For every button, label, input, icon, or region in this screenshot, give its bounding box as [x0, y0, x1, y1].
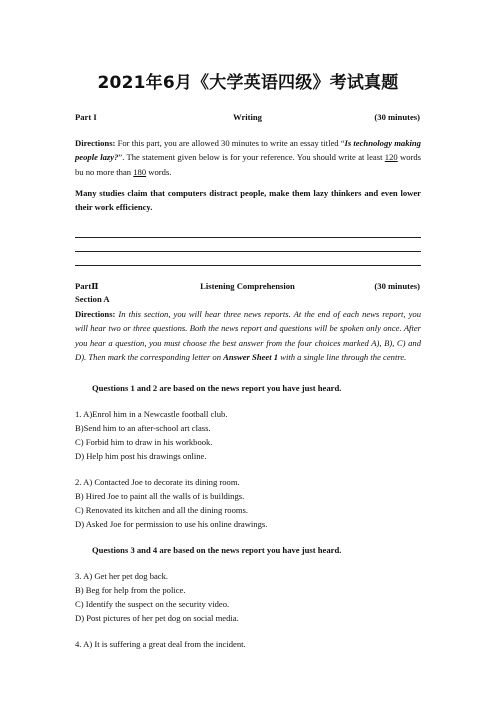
page-title: 2021年6月《大学英语四级》考试真题 — [97, 73, 399, 93]
answer-sheet-ref: Answer Sheet 1 — [223, 351, 279, 362]
part1-directions-text1: For this part, you are allowed 30 minutes to write an essay titled “ — [115, 138, 345, 148]
q1-option-b: B)Send him to an after-school art class. — [75, 423, 211, 433]
part2-directions — [75, 307, 421, 364]
part1-directions-text3: words bu no more than — [75, 152, 421, 177]
q3-option-c: C) Identify the suspect on the security video. — [75, 599, 230, 609]
part2-directions-text1: In this section, you will hear three news reports. At the end of each news report, you will hear two or three questions. Both the news report and questions will be spoken only once. After you hear a question, you must choose the best answer from the four choices marked A), B), C) and D). Then mark the corresponding letter on — [75, 309, 421, 362]
part1-directions-label: Directions: — [75, 138, 116, 148]
part2-directions-text2: with a single line through the centre. — [278, 351, 407, 362]
part1-time: (30 minutes) — [374, 112, 420, 122]
part2-name: Listening Comprehension — [200, 281, 295, 291]
part2-directions-label: Directions: — [75, 309, 116, 319]
part1-directions-text2: ”. The statement given below is for your reference. You should write at least — [118, 152, 385, 163]
part2-time: (30 minutes) — [374, 281, 420, 291]
part2-label: PartⅡ — [75, 281, 99, 291]
q2-option-c: C) Renovated its kitchen and all the dining rooms. — [75, 505, 249, 515]
part1-directions-text4: words. — [146, 166, 172, 177]
q1-option-a: 1. A)Enrol him in a Newcastle football club. — [75, 409, 228, 419]
section-a-label: Section A — [75, 294, 110, 304]
q1-option-c: C) Forbid him to draw in his workbook. — [75, 437, 213, 447]
group2-heading: Questions 3 and 4 are based on the news report you have just heard. — [92, 545, 342, 555]
answer-line-2 — [75, 251, 421, 252]
part1-name: Writing — [233, 112, 262, 122]
q3-option-d: D) Post pictures of her pet dog on social media. — [75, 613, 239, 623]
q2-option-d: D) Asked Joe for permission to use his online drawings. — [75, 519, 268, 529]
q4-option-a: 4. A) It is suffering a great deal from the incident. — [75, 639, 246, 649]
answer-line-3 — [75, 265, 421, 266]
part1-label: Part I — [75, 112, 97, 122]
max-words: 180 — [133, 166, 147, 177]
q3-option-b: B) Beg for help from the police. — [75, 585, 186, 595]
q3-option-a: 3. A) Get her pet dog back. — [75, 571, 169, 581]
group1-heading: Questions 1 and 2 are based on the news report you have just heard. — [92, 383, 342, 393]
essay-statement: Many studies claim that computers distract people, make them lazy thinkers and even lower their work efficiency. — [75, 188, 421, 213]
part1-directions — [75, 136, 421, 179]
q1-option-d: D) Help him post his drawings online. — [75, 451, 207, 461]
essay-topic: Is technology making people lazy? — [75, 138, 421, 163]
min-words: 120 — [384, 152, 398, 163]
q2-option-b: B) Hired Joe to paint all the walls of is buildings. — [75, 491, 245, 501]
q2-option-a: 2. A) Contacted Joe to decorate its dining room. — [75, 477, 240, 487]
answer-line-1 — [75, 237, 421, 238]
